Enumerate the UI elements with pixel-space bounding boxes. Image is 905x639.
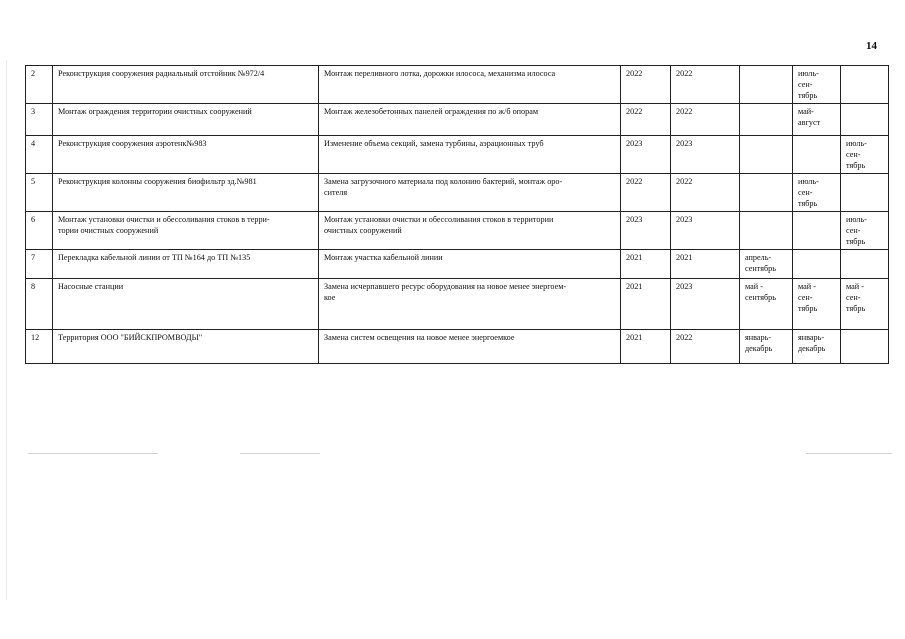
period-2021-cell — [740, 174, 793, 212]
object-name-cell: Реконструкция сооружения аэротенк№983 — [53, 136, 319, 174]
period-2023-cell — [841, 250, 889, 279]
row-number-cell: 5 — [26, 174, 53, 212]
period-2023-cell: июль- сен- тябрь — [841, 212, 889, 250]
year-start-cell: 2021 — [621, 250, 671, 279]
table-row — [26, 212, 889, 250]
works-description-cell: Замена исчерпавшего ресурс оборудования на новое менее энергоем- кое — [319, 279, 621, 330]
works-description-cell: Замена систем освещения на новое менее энергоемкое — [319, 330, 621, 364]
period-2022-cell — [793, 250, 841, 279]
table-row — [26, 136, 889, 174]
year-start-cell: 2023 — [621, 212, 671, 250]
row-number-cell: 7 — [26, 250, 53, 279]
object-name-cell: Насосные станции — [53, 279, 319, 330]
period-2023-cell — [841, 104, 889, 136]
object-name-cell: Реконструкция сооружения радиальный отстойник №972/4 — [53, 66, 319, 104]
year-end-cell: 2023 — [671, 279, 740, 330]
works-description-cell: Монтаж переливного лотка, дорожки илососа, механизма илососа — [319, 66, 621, 104]
period-2021-cell: апрель- сентябрь — [740, 250, 793, 279]
works-description-cell: Замена загрузочного материала под колонию бактерий, монтаж оро- сителя — [319, 174, 621, 212]
year-end-cell: 2022 — [671, 174, 740, 212]
period-2022-cell: май - сен- тябрь — [793, 279, 841, 330]
table-row — [26, 330, 889, 364]
object-name-cell: Территория ООО "БИЙСКПРОМВОДЫ" — [53, 330, 319, 364]
year-start-cell: 2022 — [621, 174, 671, 212]
row-number-cell: 6 — [26, 212, 53, 250]
scan-line-left — [28, 453, 158, 454]
page-number: 14 — [866, 40, 877, 52]
year-start-cell: 2023 — [621, 136, 671, 174]
row-number-cell: 8 — [26, 279, 53, 330]
period-2021-cell — [740, 104, 793, 136]
object-name-cell: Монтаж установки очистки и обессоливания стоков в терри- тории очистных сооружений — [53, 212, 319, 250]
works-description-cell: Изменение объема секций, замена турбины, аэрационных труб — [319, 136, 621, 174]
table-row — [26, 66, 889, 104]
object-name-cell: Перекладка кабельной линии от ТП №164 до ТП №135 — [53, 250, 319, 279]
year-start-cell: 2022 — [621, 104, 671, 136]
period-2023-cell: июль- сен- тябрь — [841, 136, 889, 174]
period-2021-cell — [740, 212, 793, 250]
year-end-cell: 2022 — [671, 66, 740, 104]
row-number-cell: 4 — [26, 136, 53, 174]
object-name-cell: Реконструкция колонны сооружения биофильтр зд.№981 — [53, 174, 319, 212]
period-2023-cell: май - сен- тябрь — [841, 279, 889, 330]
year-end-cell: 2022 — [671, 104, 740, 136]
table-row — [26, 250, 889, 279]
works-description-cell: Монтаж железобетонных панелей ограждения по ж/б опорам — [319, 104, 621, 136]
scan-edge-left — [6, 60, 7, 600]
object-name-cell: Монтаж ограждения территории очистных сооружений — [53, 104, 319, 136]
period-2022-cell: июль- сен- тябрь — [793, 66, 841, 104]
period-2023-cell — [841, 66, 889, 104]
period-2023-cell — [841, 330, 889, 364]
table-row — [26, 104, 889, 136]
year-end-cell: 2023 — [671, 136, 740, 174]
year-end-cell: 2021 — [671, 250, 740, 279]
period-2023-cell — [841, 174, 889, 212]
year-start-cell: 2022 — [621, 66, 671, 104]
period-2021-cell: январь- декабрь — [740, 330, 793, 364]
row-number-cell: 12 — [26, 330, 53, 364]
table-row — [26, 174, 889, 212]
year-end-cell: 2022 — [671, 330, 740, 364]
works-description-cell: Монтаж установки очистки и обессоливания стоков в территории очистных сооружений — [319, 212, 621, 250]
year-start-cell: 2021 — [621, 330, 671, 364]
year-start-cell: 2021 — [621, 279, 671, 330]
row-number-cell: 2 — [26, 66, 53, 104]
scan-line-right — [806, 453, 892, 454]
row-number-cell: 3 — [26, 104, 53, 136]
scan-line-middle — [240, 453, 320, 454]
period-2022-cell — [793, 136, 841, 174]
works-description-cell: Монтаж участка кабельной линии — [319, 250, 621, 279]
period-2021-cell: май - сентябрь — [740, 279, 793, 330]
period-2022-cell: май- август — [793, 104, 841, 136]
period-2022-cell: январь- декабрь — [793, 330, 841, 364]
period-2022-cell — [793, 212, 841, 250]
year-end-cell: 2023 — [671, 212, 740, 250]
period-2021-cell — [740, 66, 793, 104]
period-2022-cell: июль- сен- тябрь — [793, 174, 841, 212]
period-2021-cell — [740, 136, 793, 174]
table-row — [26, 279, 889, 330]
measures-table — [25, 65, 889, 364]
